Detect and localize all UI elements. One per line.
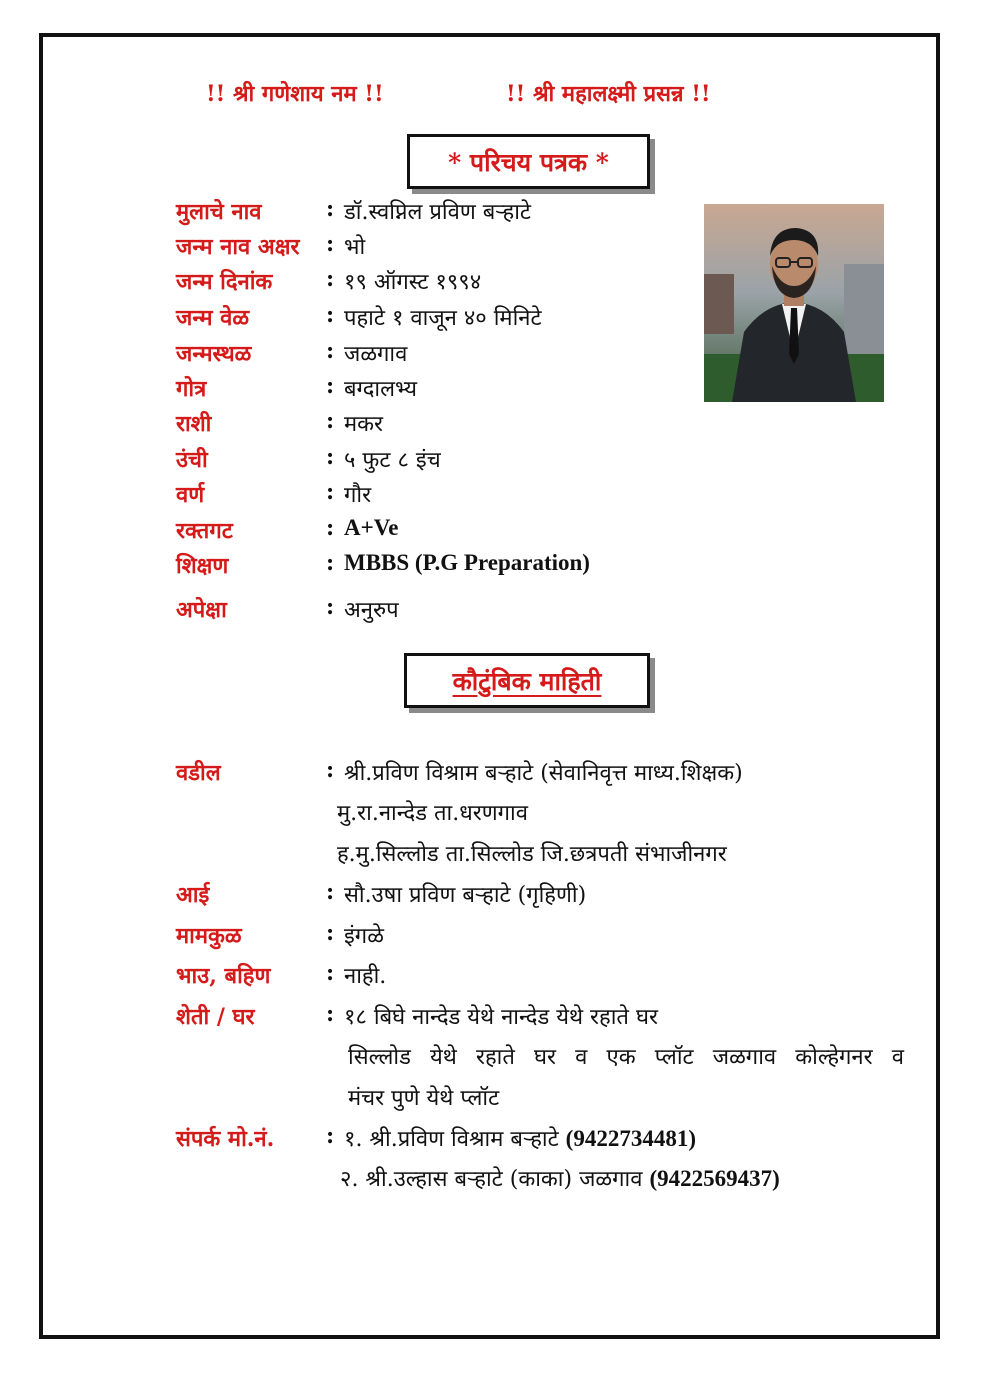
- family-label-mamakul: मामकुळ: [176, 923, 242, 949]
- field-colon: :: [326, 479, 335, 505]
- field-colon: :: [326, 1001, 335, 1027]
- field-colon: :: [326, 196, 335, 222]
- family-heading: कौटुंबिक माहिती: [452, 666, 602, 696]
- field-colon: :: [326, 266, 335, 292]
- field-label-birth-time: जन्म वेळ: [176, 305, 250, 331]
- field-colon: :: [326, 231, 335, 257]
- field-value-name: डॉ.स्वप्निल प्रविण बऱ्हाटे: [344, 200, 531, 225]
- field-label-education: शिक्षण: [176, 553, 229, 579]
- field-label-name: मुलाचे नाव: [176, 199, 262, 225]
- field-value-expectation: अनुरुप: [344, 598, 399, 623]
- contact-name-2: २. श्री.उल्हास बऱ्हाटे (काका) जळगाव: [340, 1167, 643, 1192]
- field-colon: :: [326, 373, 335, 399]
- family-label-contact: संपर्क मो.नं.: [176, 1126, 275, 1152]
- field-label-birth-place: जन्मस्थळ: [176, 341, 252, 367]
- family-property-line1: १८ बिघे नान्देड येथे नान्देड येथे रहाते घर: [344, 1005, 658, 1030]
- contact-line2: [340, 1163, 780, 1193]
- family-label-property: शेती / घर: [176, 1004, 255, 1030]
- field-colon: :: [326, 960, 335, 986]
- field-value-blood-group: A+Ve: [344, 515, 399, 540]
- field-value-birth-place: जळगाव: [344, 342, 408, 367]
- intro-heading: * परिचय पत्रक *: [448, 147, 609, 177]
- field-colon: :: [326, 1123, 335, 1149]
- field-label-blood-group: रक्तगट: [176, 518, 233, 544]
- profile-photo: [704, 204, 884, 402]
- field-value-birth-letter: भो: [344, 235, 366, 260]
- field-label-birth-letter: जन्म नाव अक्षर: [176, 234, 300, 260]
- person-photo-icon: [704, 204, 884, 402]
- field-value-complexion: गौर: [344, 483, 372, 508]
- family-father-line1: श्री.प्रविण विश्राम बऱ्हाटे (सेवानिवृत्त माध्य.शिक्षक): [344, 761, 743, 786]
- field-value-birth-time: पहाटे १ वाजून ४० मिनिटे: [344, 306, 542, 331]
- field-colon: :: [326, 515, 335, 541]
- family-father-line2: मु.रा.नान्देड ता.धरणगाव: [337, 801, 528, 826]
- field-colon: :: [326, 550, 335, 576]
- field-colon: :: [326, 302, 335, 328]
- family-siblings-value: नाही.: [344, 964, 387, 989]
- intro-heading-box: [407, 134, 650, 189]
- invocation-mahalaxmi: !! श्री महालक्ष्मी प्रसन्न !!: [506, 81, 711, 107]
- field-colon: :: [326, 408, 335, 434]
- family-mother-value: सौ.उषा प्रविण बऱ्हाटे (गृहिणी): [344, 883, 587, 908]
- field-label-gotra: गोत्र: [176, 376, 207, 402]
- field-label-complexion: वर्ण: [176, 482, 205, 508]
- field-colon: :: [326, 338, 335, 364]
- field-value-rashi: मकर: [344, 412, 384, 437]
- family-label-father: वडील: [176, 760, 221, 786]
- field-colon: :: [326, 594, 335, 620]
- family-heading-box: [404, 653, 650, 708]
- field-value-gotra: बग्दालभ्य: [344, 377, 417, 402]
- family-property-line2: सिल्लोड येथे रहाते घर व एक प्लॉट जळगाव कोल्हेगनर व: [348, 1045, 904, 1070]
- family-mamakul-value: इंगळे: [344, 924, 384, 949]
- field-label-expectation: अपेक्षा: [176, 597, 227, 623]
- family-label-mother: आई: [176, 882, 210, 908]
- field-colon: :: [326, 879, 335, 905]
- contact-name-1: १. श्री.प्रविण विश्राम बऱ्हाटे: [344, 1127, 559, 1152]
- field-value-education: MBBS (P.G Preparation): [344, 550, 590, 575]
- field-value-birth-date: १९ ऑगस्ट १९९४: [344, 270, 482, 295]
- field-colon: :: [326, 444, 335, 470]
- family-property-line3: मंचर पुणे येथे प्लॉट: [348, 1086, 500, 1111]
- invocation-ganesh: !! श्री गणेशाय नम !!: [206, 81, 384, 107]
- contact-phone-2: (9422569437): [649, 1166, 780, 1191]
- field-label-rashi: राशी: [176, 411, 212, 437]
- field-colon: :: [326, 757, 335, 783]
- contact-phone-1: (9422734481): [565, 1126, 696, 1151]
- family-father-line3: ह.मु.सिल्लोड ता.सिल्लोड जि.छत्रपती संभाजीनगर: [337, 842, 727, 867]
- field-colon: :: [326, 920, 335, 946]
- field-label-birth-date: जन्म दिनांक: [176, 269, 273, 295]
- field-label-height: उंची: [176, 447, 208, 473]
- field-value-height: ५ फुट ८ इंच: [344, 448, 441, 473]
- family-label-siblings: भाउ, बहिण: [176, 963, 271, 989]
- contact-line1: [344, 1123, 696, 1153]
